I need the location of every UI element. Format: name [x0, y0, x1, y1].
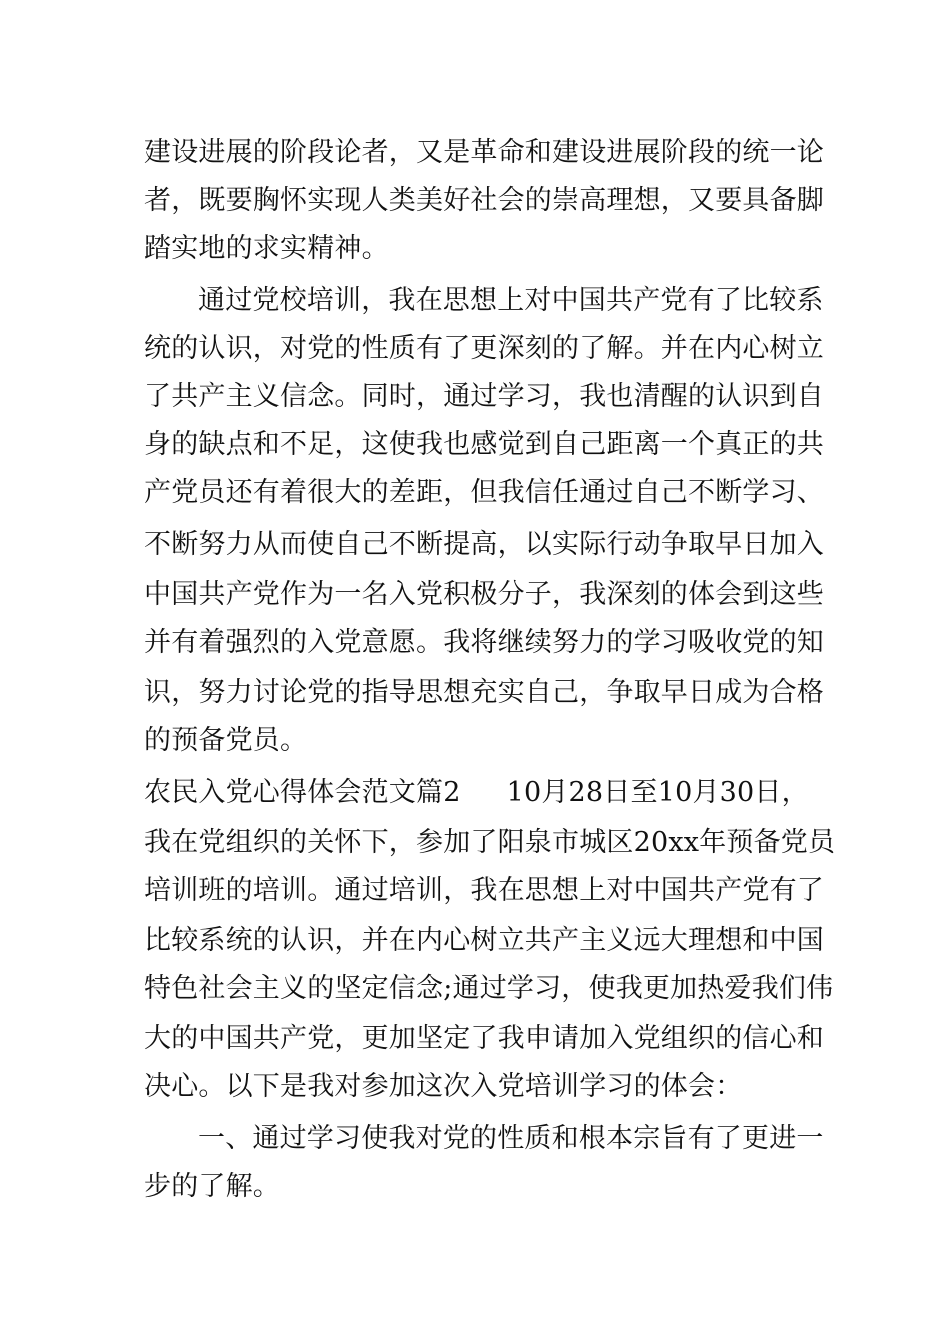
text-line: 产党员还有着很大的差距，但我信任通过自己不断学习、 [144, 477, 824, 508]
text-line: 的预备党员。 [144, 725, 308, 756]
text-line: 培训班的培训。通过培训，我在思想上对中国共产党有了 [144, 875, 824, 906]
section-title-line [144, 773, 814, 813]
text-line: 中国共产党作为一名入党积极分子，我深刻的体会到这些 [144, 579, 824, 610]
section-title: 农民入党心得体会范文篇2 [144, 777, 461, 808]
paragraph-first-line: 一、通过学习使我对党的性质和根本宗旨有了更进一 [198, 1123, 824, 1154]
text-line: 识，努力讨论党的指导思想充实自己，争取早日成为合格 [144, 677, 824, 708]
text-line: 比较系统的认识，并在内心树立共产主义远大理想和中国 [144, 925, 824, 956]
text-line: 特色社会主义的坚定信念;通过学习，使我更加热爱我们伟 [144, 973, 834, 1004]
paragraph-first-line: 通过党校培训，我在思想上对中国共产党有了比较系 [198, 285, 824, 316]
text-line: 踏实地的求实精神。 [144, 233, 389, 264]
text-line: 建设进展的阶段论者，又是革命和建设进展阶段的统一论 [144, 137, 824, 168]
text-line: 大的中国共产党，更加坚定了我申请加入党组织的信心和 [144, 1023, 824, 1054]
text-line: 了共产主义信念。同时，通过学习，我也清醒的认识到自 [144, 381, 824, 412]
text-line: 不断努力从而使自己不断提高，以实际行动争取早日加入 [144, 529, 824, 560]
text-line: 者，既要胸怀实现人类美好社会的崇高理想，又要具备脚 [144, 185, 824, 216]
text-line: 我在党组织的关怀下，参加了阳泉市城区20xx年预备党员 [144, 827, 836, 858]
text-line: 身的缺点和不足，这使我也感觉到自己距离一个真正的共 [144, 429, 824, 460]
text-line: 并有着强烈的入党意愿。我将继续努力的学习吸收党的知 [144, 627, 824, 658]
text-line: 统的认识，对党的性质有了更深刻的了解。并在内心树立 [144, 333, 824, 364]
text-line: 步的了解。 [144, 1171, 280, 1202]
date-range: 10月28日至10月30日， [506, 777, 809, 808]
text-line: 决心。以下是我对参加这次入党培训学习的体会： [144, 1071, 743, 1102]
